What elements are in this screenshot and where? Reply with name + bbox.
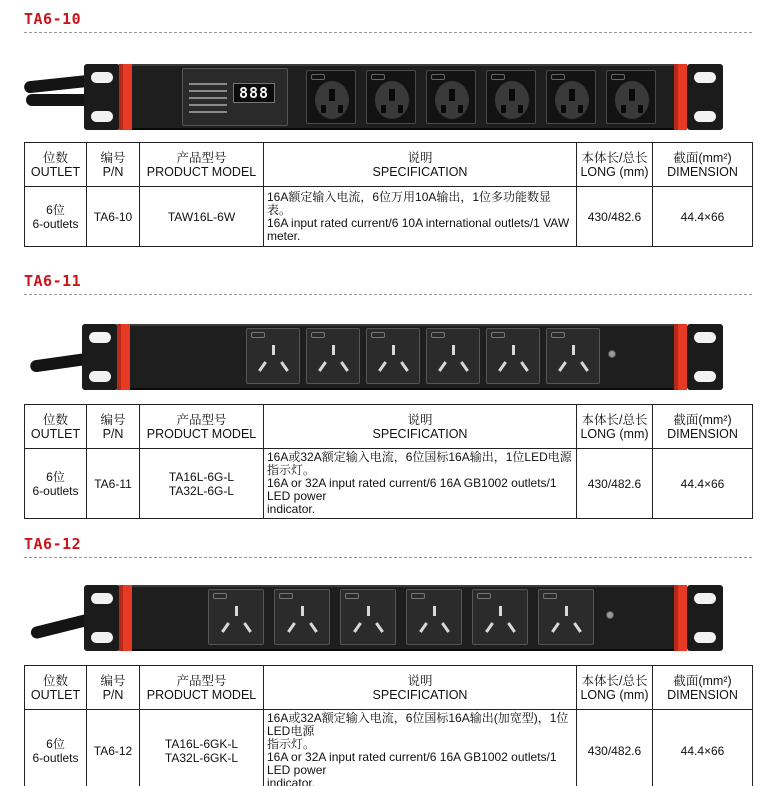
header-spec: 说明 SPECIFICATION xyxy=(264,405,577,449)
cell-outlet: 6位 6-outlets xyxy=(25,710,87,786)
header-outlet: 位数 OUTLET xyxy=(25,405,87,449)
table-row xyxy=(25,710,753,786)
header-pn: 编号 P/N xyxy=(87,143,140,187)
table-header-row xyxy=(25,143,753,187)
section-divider xyxy=(24,294,752,295)
cell-long: 430/482.6 xyxy=(577,187,653,247)
power-cord xyxy=(26,94,90,106)
meter-display: 888 xyxy=(233,83,275,103)
universal-socket xyxy=(306,70,356,124)
cell-dimension: 44.4×66 xyxy=(653,187,753,247)
gb-socket xyxy=(546,328,600,384)
universal-socket xyxy=(606,70,656,124)
gb-socket xyxy=(306,328,360,384)
cell-model: TAW16L-6W xyxy=(140,187,264,247)
header-model: 产品型号 PRODUCT MODEL xyxy=(140,666,264,710)
cell-model: TA16L-6GK-L TA32L-6GK-L xyxy=(140,710,264,786)
product-image-pdu xyxy=(22,320,752,404)
gb-socket-wide xyxy=(472,589,528,645)
mounting-ear-left xyxy=(82,324,118,390)
product-image-pdu xyxy=(22,581,752,665)
end-cap-left xyxy=(117,324,130,390)
gb-socket xyxy=(366,328,420,384)
section-title: TA6-10 xyxy=(24,10,82,28)
led-indicator xyxy=(606,611,614,619)
header-long: 本体长/总长 LONG (mm) xyxy=(577,143,653,187)
gb-socket-wide xyxy=(538,589,594,645)
header-outlet: 位数 OUTLET xyxy=(25,143,87,187)
gb-socket-wide xyxy=(340,589,396,645)
end-cap-right xyxy=(674,64,687,130)
mounting-ear-left xyxy=(84,585,120,651)
cell-pn: TA6-11 xyxy=(87,449,140,519)
header-outlet: 位数 OUTLET xyxy=(25,666,87,710)
universal-socket xyxy=(546,70,596,124)
table-row xyxy=(25,449,753,519)
header-model: 产品型号 PRODUCT MODEL xyxy=(140,143,264,187)
cell-spec: 16A或32A额定输入电流，6位国标16A输出，1位LED电源指示灯。 16A or 32A input rated current/6 16A GB1002 outlets/1 LED power indicator. xyxy=(264,449,577,519)
cell-spec: 16A额定输入电流，6位万用10A输出，1位多功能数显表。 16A input rated current/6 10A international outlets/1 VAW meter. xyxy=(264,187,577,247)
led-indicator xyxy=(608,350,616,358)
mounting-ear-right xyxy=(687,64,723,130)
product-image-pdu xyxy=(22,58,752,142)
cell-pn: TA6-12 xyxy=(87,710,140,786)
header-dimension: 截面(mm²) DIMENSION xyxy=(653,666,753,710)
universal-socket xyxy=(426,70,476,124)
header-long: 本体长/总长 LONG (mm) xyxy=(577,405,653,449)
header-dimension: 截面(mm²) DIMENSION xyxy=(653,405,753,449)
gb-socket-wide xyxy=(274,589,330,645)
cell-spec: 16A或32A额定输入电流，6位国标16A输出(加宽型)，1位LED电源 指示灯。 16A or 32A input rated current/6 16A GB1002 outlets/1 LED power indicator. xyxy=(264,710,577,786)
cell-dimension: 44.4×66 xyxy=(653,449,753,519)
cell-pn: TA6-10 xyxy=(87,187,140,247)
header-spec: 说明 SPECIFICATION xyxy=(264,143,577,187)
mounting-ear-left xyxy=(84,64,120,130)
header-dimension: 截面(mm²) DIMENSION xyxy=(653,143,753,187)
mounting-ear-right xyxy=(687,585,723,651)
end-cap-left xyxy=(119,64,132,130)
header-long: 本体长/总长 LONG (mm) xyxy=(577,666,653,710)
end-cap-right xyxy=(674,585,687,651)
section-title: TA6-12 xyxy=(24,535,82,553)
cell-dimension: 44.4×66 xyxy=(653,710,753,786)
spec-table xyxy=(24,404,753,519)
header-model: 产品型号 PRODUCT MODEL xyxy=(140,405,264,449)
gb-socket xyxy=(486,328,540,384)
spec-table xyxy=(24,665,753,786)
cell-outlet: 6位 6-outlets xyxy=(25,187,87,247)
header-spec: 说明 SPECIFICATION xyxy=(264,666,577,710)
end-cap-left xyxy=(119,585,132,651)
header-pn: 编号 P/N xyxy=(87,666,140,710)
cell-long: 430/482.6 xyxy=(577,710,653,786)
gb-socket xyxy=(246,328,300,384)
section-divider xyxy=(24,557,752,558)
section-divider xyxy=(24,32,752,33)
gb-socket xyxy=(426,328,480,384)
cell-model: TA16L-6G-L TA32L-6G-L xyxy=(140,449,264,519)
header-pn: 编号 P/N xyxy=(87,405,140,449)
universal-socket xyxy=(486,70,536,124)
universal-socket xyxy=(366,70,416,124)
table-row xyxy=(25,187,753,247)
gb-socket-wide xyxy=(208,589,264,645)
spec-table xyxy=(24,142,753,247)
table-header-row xyxy=(25,405,753,449)
gb-socket-wide xyxy=(406,589,462,645)
cell-outlet: 6位 6-outlets xyxy=(25,449,87,519)
section-title: TA6-11 xyxy=(24,272,82,290)
end-cap-right xyxy=(674,324,687,390)
mounting-ear-right xyxy=(687,324,723,390)
cell-long: 430/482.6 xyxy=(577,449,653,519)
vaw-meter xyxy=(182,68,288,126)
table-header-row xyxy=(25,666,753,710)
